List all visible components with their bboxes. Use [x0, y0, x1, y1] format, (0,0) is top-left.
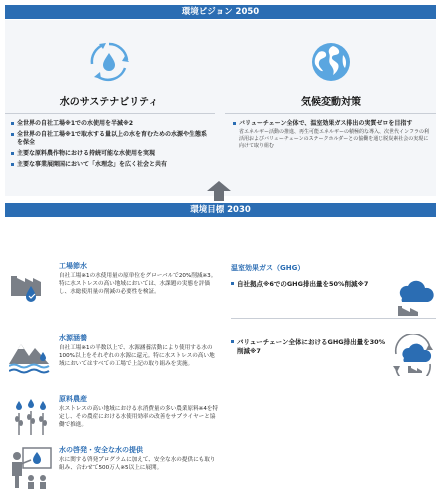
vision-panel [5, 20, 436, 196]
goal-body [59, 262, 219, 296]
divider [231, 318, 436, 319]
teacher-water-icon [9, 446, 53, 490]
list-item: 主要な原料農作物における持続可能な水使用を実現 [11, 150, 207, 158]
cloud-factory-icon [390, 276, 436, 318]
list-item: 全世界の自社工場※1で取水する量以上の水を育むための水源や生態系を保全 [11, 131, 207, 147]
goal-text: 水ストレスの高い地域における水消費量の多い農業原料※4を特定し、その農産における水使用効率の改善をサプライヤーと協働で推進。 [59, 406, 219, 428]
goal-body [59, 334, 219, 368]
mountain-water-icon [9, 334, 53, 378]
list-item: 全世界の自社工場※1での水使用を半減※2 [11, 120, 207, 128]
cloud-cycle-icon [390, 334, 436, 376]
goal-title: 工場節水 [59, 262, 87, 270]
list-item: バリューチェーン全体で、温室効果ガス排出の実質ゼロを目指す 省エネルギー活動の推進、再生可能エネルギーの積極的な導入、次世代インフラの利活用およびバリューチェーンのステークホルダーとの協働を通じ脱炭素社会の実現に向けて取り組む [233, 120, 429, 149]
ghg-item: 自社拠点※6でのGHG排出量を50%削減※7 [231, 280, 386, 289]
goal-text: 自社工場※1の半数以上で、水源涵養活動により使用する水の100%以上をそれぞれの水源に還元。特に水ストレスの高い地域においてはすべての工場で上記の取り組みを実施。 [59, 345, 215, 367]
vision-title: 環境ビジョン 2050 [181, 7, 260, 17]
goal-body [59, 395, 219, 429]
globe-icon [309, 40, 353, 84]
ghg-item: バリューチェーン全体におけるGHG排出量を30%削減※7 [231, 338, 386, 356]
goal-title: 水の啓発・安全な水の提供 [59, 446, 143, 454]
list-item: 主要な事業展開国において「水理念」を広く社会と共有 [11, 161, 207, 169]
climate-bullets [233, 120, 429, 152]
water-bullets [11, 120, 207, 172]
vision-title-bar [5, 5, 436, 19]
divider [5, 113, 215, 114]
water-heading: 水のサステナビリティ [59, 97, 159, 108]
goal-text: 水に関する啓発プログラムに加えて、安全な水の提供にも取り組み、合わせて500万人※5以上に展開。 [59, 457, 216, 471]
water-cycle-icon [87, 40, 131, 84]
factory-water-icon [9, 262, 53, 306]
goals-title-bar [5, 203, 436, 217]
goal-title: 水源涵養 [59, 334, 87, 342]
goal-body [59, 446, 219, 473]
goal-text: 自社工場※1の水使用量の原単位をグローバルで20%削減※3。特に水ストレスの高い地域においては、水課題の実態を評価し、水総使用量の削減の必要性を検証。 [59, 273, 217, 295]
up-arrow-icon [207, 181, 231, 201]
goals-panel [5, 218, 436, 490]
goals-title: 環境目標 2030 [190, 205, 251, 215]
divider [225, 113, 436, 114]
climate-note: 省エネルギー活動の推進、再生可能エネルギーの積極的な導入、次世代インフラの利活用およびバリューチェーンのステークホルダーとの協働を通じ脱炭素社会の実現に向けて取り組む [239, 129, 430, 149]
climate-heading: 気候変動対策 [301, 97, 361, 108]
goal-title: 原料農産 [59, 395, 87, 403]
ghg-title: 温室効果ガス（GHG） [231, 264, 305, 272]
crops-water-icon [9, 395, 53, 439]
